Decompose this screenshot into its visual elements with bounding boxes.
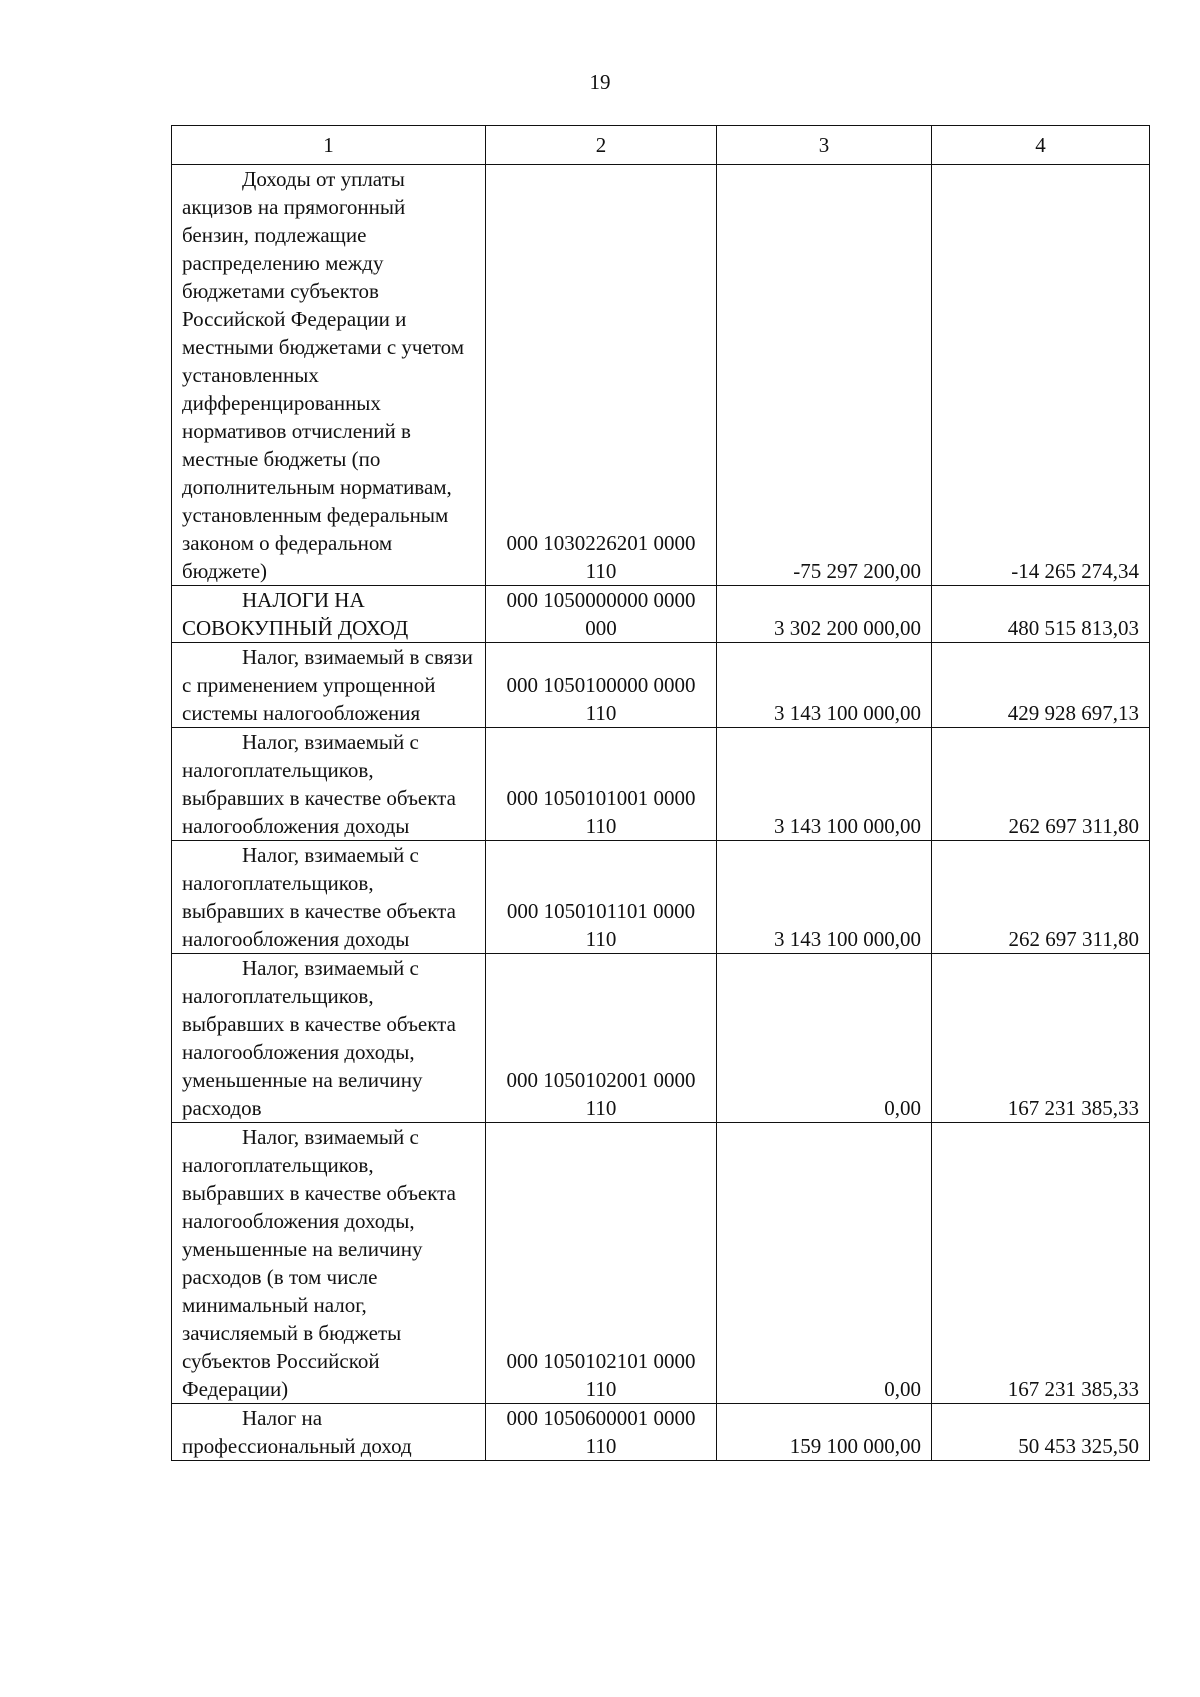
table-row [172, 1123, 1150, 1404]
revenue-table [171, 125, 1150, 1461]
column-header-3: 3 [717, 126, 932, 165]
row-plan-amount: 0,00 [717, 1123, 932, 1404]
table-row [172, 586, 1150, 643]
row-actual-amount: 480 515 813,03 [932, 586, 1150, 643]
row-plan-amount: 3 143 100 000,00 [717, 728, 932, 841]
table-row [172, 954, 1150, 1123]
row-code: 000 1050101101 0000 110 [486, 841, 717, 954]
row-plan-amount: 0,00 [717, 954, 932, 1123]
row-actual-amount: 167 231 385,33 [932, 954, 1150, 1123]
table-row [172, 165, 1150, 586]
table-row [172, 643, 1150, 728]
row-code: 000 1030226201 0000 110 [486, 165, 717, 586]
row-plan-amount: 3 143 100 000,00 [717, 841, 932, 954]
row-actual-amount: 262 697 311,80 [932, 728, 1150, 841]
row-plan-amount: 159 100 000,00 [717, 1404, 932, 1461]
column-header-4: 4 [932, 126, 1150, 165]
row-name: Доходы от уплаты акцизов на прямогонный бензин, подлежащие распределению между бюджетами субъектов Российской Федерации и местными бюджетами с учетом установленных дифференцированных нормативов отчислений в местные бюджеты (по дополнительным нормативам, установленным федеральным законом о федеральном бюджете) [172, 165, 486, 586]
row-name: НАЛОГИ НА СОВОКУПНЫЙ ДОХОД [172, 586, 486, 643]
row-code: 000 1050102101 0000 110 [486, 1123, 717, 1404]
row-name: Налог на профессиональный доход [172, 1404, 486, 1461]
page-number: 19 [589, 70, 611, 94]
row-name: Налог, взимаемый с налогоплательщиков, выбравших в качестве объекта налогообложения доходы [172, 728, 486, 841]
row-code: 000 1050100000 0000 110 [486, 643, 717, 728]
table-row [172, 1404, 1150, 1461]
row-name: Налог, взимаемый с налогоплательщиков, выбравших в качестве объекта налогообложения доходы, уменьшенные на величину расходов [172, 954, 486, 1123]
row-plan-amount: 3 143 100 000,00 [717, 643, 932, 728]
column-header-1: 1 [172, 126, 486, 165]
row-plan-amount: 3 302 200 000,00 [717, 586, 932, 643]
row-code: 000 1050101001 0000 110 [486, 728, 717, 841]
row-plan-amount: -75 297 200,00 [717, 165, 932, 586]
row-code: 000 1050600001 0000 110 [486, 1404, 717, 1461]
row-name: Налог, взимаемый с налогоплательщиков, выбравших в качестве объекта налогообложения доходы, уменьшенные на величину расходов (в том числе минимальный налог, зачисляемый в бюджеты субъектов Российской Федерации) [172, 1123, 486, 1404]
table-header-row [172, 126, 1150, 165]
row-actual-amount: -14 265 274,34 [932, 165, 1150, 586]
row-actual-amount: 429 928 697,13 [932, 643, 1150, 728]
row-name: Налог, взимаемый в связи с применением упрощенной системы налогообложения [172, 643, 486, 728]
row-code: 000 1050000000 0000 000 [486, 586, 717, 643]
row-actual-amount: 50 453 325,50 [932, 1404, 1150, 1461]
row-code: 000 1050102001 0000 110 [486, 954, 717, 1123]
row-actual-amount: 167 231 385,33 [932, 1123, 1150, 1404]
column-header-2: 2 [486, 126, 717, 165]
row-name: Налог, взимаемый с налогоплательщиков, выбравших в качестве объекта налогообложения доходы [172, 841, 486, 954]
row-actual-amount: 262 697 311,80 [932, 841, 1150, 954]
table-row [172, 841, 1150, 954]
table-row [172, 728, 1150, 841]
